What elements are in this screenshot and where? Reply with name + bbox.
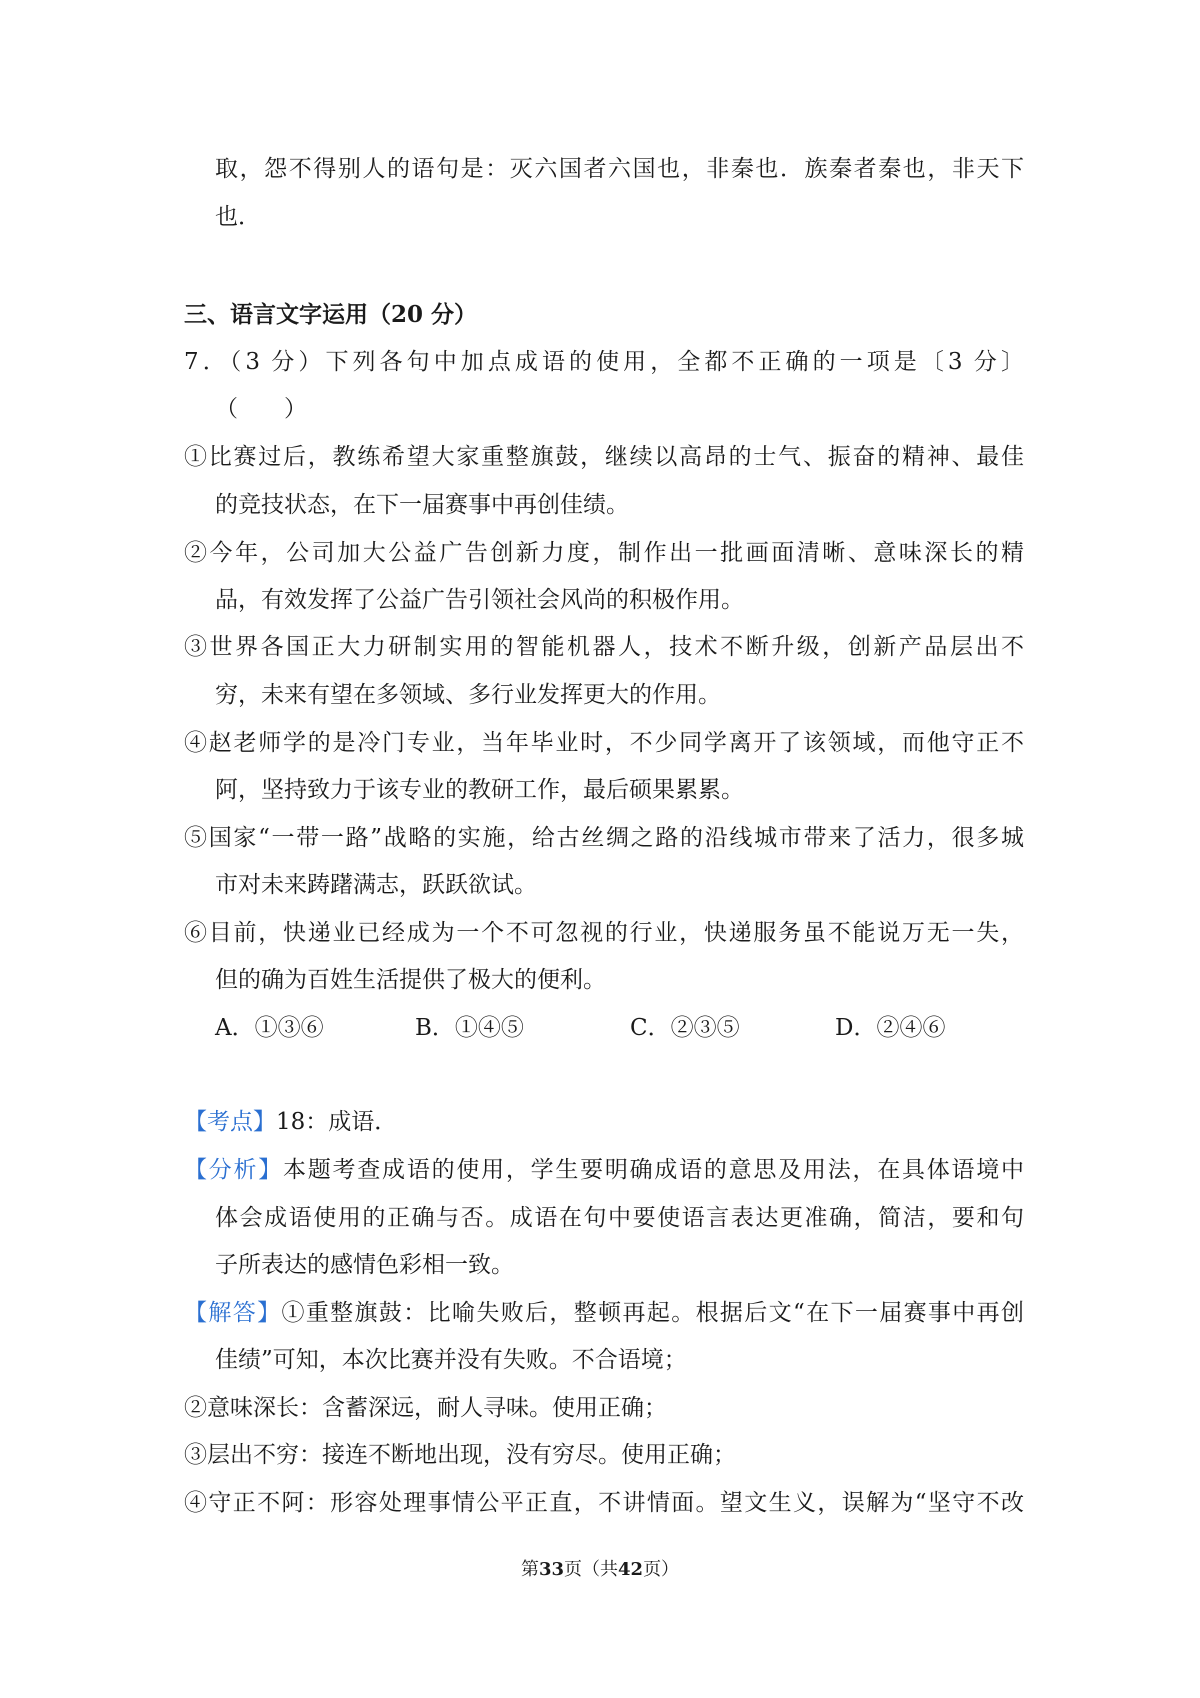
fenxi-line-2: 体会成语使用的正确与否。成语在句中要使语言表达更准确，简洁，要和句 [215,1205,1024,1231]
answer-options [215,1013,995,1043]
jieda-line-5: ④守正不阿：形容处理事情公平正直，不讲情面。望文生义，误解为“坚守不改 [184,1490,1024,1516]
question-item-2-line-1: ②今年，公司加大公益广告创新力度，制作出一批画面清晰、意味深长的精 [184,540,1024,566]
jieda-line-2: 佳绩”可知，本次比赛并没有失败。不合语境； [215,1347,687,1373]
footer-page-number: 33 [538,1559,564,1580]
question-answer-blank: （ ） [215,396,307,422]
page-footer [0,1558,1200,1582]
question-item-2-line-2: 品，有效发挥了公益广告引领社会风尚的积极作用。 [215,587,744,613]
question-item-5-line-1: ⑤国家“一带一路”战略的实施，给古丝绸之路的沿线城市带来了活力，很多城 [184,825,1024,851]
section-title: 三、语言文字运用（20 分） [184,301,478,328]
footer-total-pages: 42 [618,1559,644,1580]
fenxi-row [184,1155,1024,1185]
footer-prefix: 第 [520,1559,539,1580]
question-item-3-line-1: ③世界各国正大力研制实用的智能机器人，技术不断升级，创新产品层出不 [184,634,1024,660]
question-item-4-line-1: ④赵老师学的是冷门专业，当年毕业时，不少同学离开了该领域，而他守正不 [184,730,1024,756]
question-item-5-line-2: 市对未来踌躇满志，跃跃欲试。 [215,872,537,898]
question-item-6-line-1: ⑥目前，快递业已经成为一个不可忽视的行业，快递服务虽不能说万无一失， [184,920,1024,946]
jieda-line-4: ③层出不穷：接连不断地出现，没有穷尽。使用正确； [184,1442,736,1468]
question-item-3-line-2: 穷，未来有望在多领域、多行业发挥更大的作用。 [215,682,721,708]
question-item-6-line-2: 但的确为百姓生活提供了极大的便利。 [215,967,606,993]
option-b[interactable]: B．①④⑤ [415,1015,524,1041]
kaodian-tag: 【考点】 [184,1109,276,1135]
jieda-row [184,1298,1024,1328]
option-c[interactable]: C．②③⑤ [630,1015,740,1041]
option-a[interactable]: A．①③⑥ [215,1015,324,1041]
kaodian-text: 18：成语． [276,1109,398,1135]
fenxi-tag: 【分析】 [184,1157,284,1183]
prev-answer-line-1: 取，怨不得别人的语句是：灭六国者六国也，非秦也．族秦者秦也，非天下 [215,156,1024,182]
footer-suffix: 页） [643,1559,680,1580]
option-d[interactable]: D．②④⑥ [835,1015,946,1041]
footer-middle: 页（共 [564,1559,618,1580]
kaodian-row [184,1107,397,1137]
jieda-line-1: ①重整旗鼓：比喻失败后，整顿再起。根据后文“在下一届赛事中再创 [281,1300,1025,1326]
jieda-line-3: ②意味深长：含蓄深远，耐人寻味。使用正确； [184,1395,667,1421]
fenxi-line-1: 本题考查成语的使用，学生要明确成语的意思及用法，在具体语境中 [283,1157,1025,1183]
prev-answer-line-2: 也． [215,204,261,230]
question-item-1-line-2: 的竞技状态，在下一届赛事中再创佳绩。 [215,492,629,518]
question-stem: 7．（3 分）下列各句中加点成语的使用，全都不正确的一项是〔3 分〕 [184,349,1024,375]
jieda-tag: 【解答】 [184,1300,282,1326]
question-item-4-line-2: 阿，坚持致力于该专业的教研工作，最后硕果累累。 [215,777,744,803]
fenxi-line-3: 子所表达的感情色彩相一致。 [215,1252,514,1278]
question-item-1-line-1: ①比赛过后，教练希望大家重整旗鼓，继续以高昂的士气、振奋的精神、最佳 [184,444,1024,470]
